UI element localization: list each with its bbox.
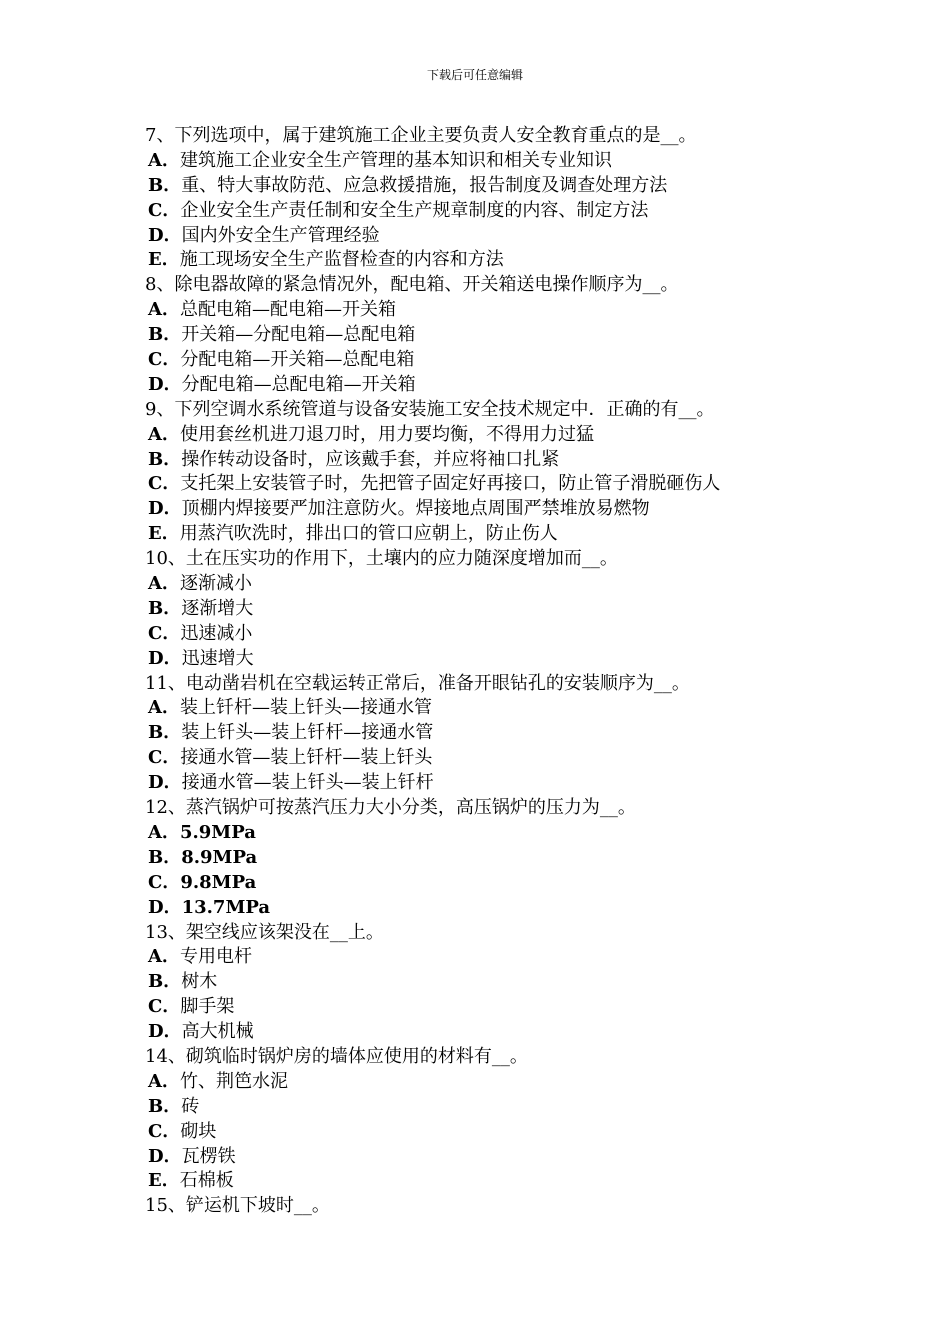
option-text: 瓦楞铁	[181, 1145, 236, 1167]
answer-option	[145, 846, 845, 871]
answer-option	[145, 1145, 845, 1170]
answer-option	[145, 248, 845, 273]
option-letter: C．	[148, 1120, 181, 1142]
answer-option	[145, 199, 845, 224]
answer-option	[145, 647, 845, 672]
option-text: 专用电杆	[179, 946, 252, 968]
question-text: 7、下列选项中，属于建筑施工企业主要负责人安全教育重点的是__。	[145, 125, 697, 146]
option-letter: B．	[148, 448, 182, 470]
answer-option	[145, 572, 845, 597]
option-text: 石棉板	[179, 1170, 234, 1192]
question-text: 8、除电器故障的紧急情况外，配电箱、开关箱送电操作顺序为__。	[145, 274, 679, 296]
option-text: 装上钎头—装上钎杆—接通水管	[181, 722, 434, 744]
answer-option	[145, 821, 845, 846]
option-letter: E．	[148, 1170, 180, 1192]
option-text: 总配电箱—配电箱—开关箱	[179, 299, 396, 321]
option-text: 砌块	[180, 1120, 217, 1142]
option-letter: D．	[148, 224, 182, 246]
option-text: 树木	[181, 971, 218, 993]
answer-option	[145, 1169, 845, 1194]
question-text: 15、铲运机下坡时__。	[145, 1195, 330, 1217]
answer-option	[145, 323, 845, 348]
question-text: 14、砌筑临时锅炉房的墙体应使用的材料有__。	[145, 1045, 528, 1067]
answer-option	[145, 970, 845, 995]
option-letter: A．	[148, 946, 180, 968]
option-letter: D．	[148, 647, 182, 669]
option-text: 5.9MPa	[179, 821, 256, 843]
option-text: 开关箱—分配电箱—总配电箱	[181, 324, 416, 346]
answer-option	[145, 373, 845, 398]
option-text: 竹、荆笆水泥	[179, 1070, 288, 1092]
option-letter: B．	[148, 174, 182, 196]
option-letter: C．	[148, 871, 181, 893]
answer-option	[145, 771, 845, 796]
option-text: 逐渐增大	[181, 597, 254, 619]
page-header: 下载后可任意编辑	[426, 68, 523, 82]
option-text: 砖	[181, 1095, 200, 1117]
answer-option	[145, 149, 845, 174]
answer-option	[145, 945, 845, 970]
option-letter: E．	[148, 249, 180, 271]
option-text: 顶棚内焊接要严加注意防火。焊接地点周围严禁堆放易燃物	[181, 498, 650, 520]
option-letter: C．	[148, 622, 181, 644]
option-letter: C．	[148, 473, 181, 495]
option-text: 13.7MPa	[181, 896, 271, 918]
option-text: 迅速减小	[180, 622, 253, 644]
answer-option	[145, 896, 845, 921]
question-text: 10、土在压实功的作用下，土壤内的应力随深度增加而__。	[145, 548, 618, 570]
answer-option	[145, 995, 845, 1020]
option-text: 接通水管—装上钎头—装上钎杆	[181, 772, 434, 794]
option-letter: B．	[148, 722, 182, 744]
option-text: 装上钎杆—装上钎头—接通水管	[179, 697, 432, 719]
option-text: 国内外安全生产管理经验	[181, 224, 380, 246]
answer-option	[145, 472, 845, 497]
question-text: 11、电动凿岩机在空载运转正常后，准备开眼钻孔的安装顺序为__。	[145, 672, 690, 694]
answer-option	[145, 298, 845, 323]
answer-option	[145, 721, 845, 746]
option-letter: A．	[148, 1070, 180, 1092]
option-letter: D．	[148, 1021, 182, 1043]
option-letter: C．	[148, 996, 181, 1018]
answer-option	[145, 696, 845, 721]
option-letter: B．	[148, 597, 182, 619]
option-text: 8.9MPa	[181, 846, 258, 868]
option-letter: A．	[148, 821, 180, 843]
answer-option	[145, 622, 845, 647]
answer-option	[145, 871, 845, 896]
option-text: 支托架上安装管子时，先把管子固定好再接口，防止管子滑脱砸伤人	[180, 473, 721, 495]
option-letter: B．	[148, 971, 182, 993]
option-text: 使用套丝机进刀退刀时，用力要均衡，不得用力过猛	[179, 423, 594, 445]
option-letter: A．	[148, 423, 180, 445]
option-text: 迅速增大	[181, 647, 254, 669]
answer-option	[145, 1095, 845, 1120]
answer-option	[145, 423, 845, 448]
option-letter: D．	[148, 373, 182, 395]
answer-option	[145, 746, 845, 771]
option-letter: C．	[148, 747, 181, 769]
question-text: 12、蒸汽锅炉可按蒸汽压力大小分类，高压锅炉的压力为__。	[145, 797, 636, 819]
question-text: 9、下列空调水系统管道与设备安装施工安全技术规定中．正确的有__。	[145, 398, 715, 420]
option-text: 建筑施工企业安全生产管理的基本知识和相关专业知识	[179, 149, 612, 171]
answer-option	[145, 448, 845, 473]
answer-option	[145, 1070, 845, 1095]
option-letter: A．	[148, 573, 180, 595]
document-body	[145, 124, 845, 1219]
option-letter: B．	[148, 846, 182, 868]
option-text: 分配电箱—总配电箱—开关箱	[181, 373, 416, 395]
answer-option	[145, 1020, 845, 1045]
option-letter: E．	[148, 523, 180, 545]
option-letter: D．	[148, 498, 182, 520]
option-text: 用蒸汽吹洗时，排出口的管口应朝上，防止伤人	[179, 523, 558, 545]
option-letter: D．	[148, 896, 182, 918]
option-text: 脚手架	[180, 996, 235, 1018]
option-text: 操作转动设备时，应该戴手套，并应将袖口扎紧	[181, 448, 560, 470]
option-text: 9.8MPa	[180, 871, 257, 893]
option-text: 重、特大事故防范、应急救援措施，报告制度及调查处理方法	[181, 174, 668, 196]
option-letter: C．	[148, 199, 181, 221]
option-letter: D．	[148, 1145, 182, 1167]
question-text: 13、架空线应该架没在__上。	[145, 921, 384, 943]
answer-option	[145, 522, 845, 547]
option-text: 高大机械	[181, 1021, 254, 1043]
option-letter: A．	[148, 149, 180, 171]
option-text: 逐渐减小	[179, 573, 252, 595]
answer-option	[145, 597, 845, 622]
answer-option	[145, 497, 845, 522]
answer-option	[145, 348, 845, 373]
option-letter: D．	[148, 772, 182, 794]
option-letter: B．	[148, 1095, 182, 1117]
option-letter: A．	[148, 697, 180, 719]
answer-option	[145, 174, 845, 199]
option-letter: B．	[148, 324, 182, 346]
answer-option	[145, 224, 845, 249]
option-text: 企业安全生产责任制和安全生产规章制度的内容、制定方法	[180, 199, 649, 221]
option-text: 施工现场安全生产监督检查的内容和方法	[179, 249, 504, 271]
answer-option	[145, 1120, 845, 1145]
option-text: 分配电箱—开关箱—总配电箱	[180, 349, 415, 371]
option-letter: C．	[148, 349, 181, 371]
option-text: 接通水管—装上钎杆—装上钎头	[180, 747, 433, 769]
option-letter: A．	[148, 299, 180, 321]
